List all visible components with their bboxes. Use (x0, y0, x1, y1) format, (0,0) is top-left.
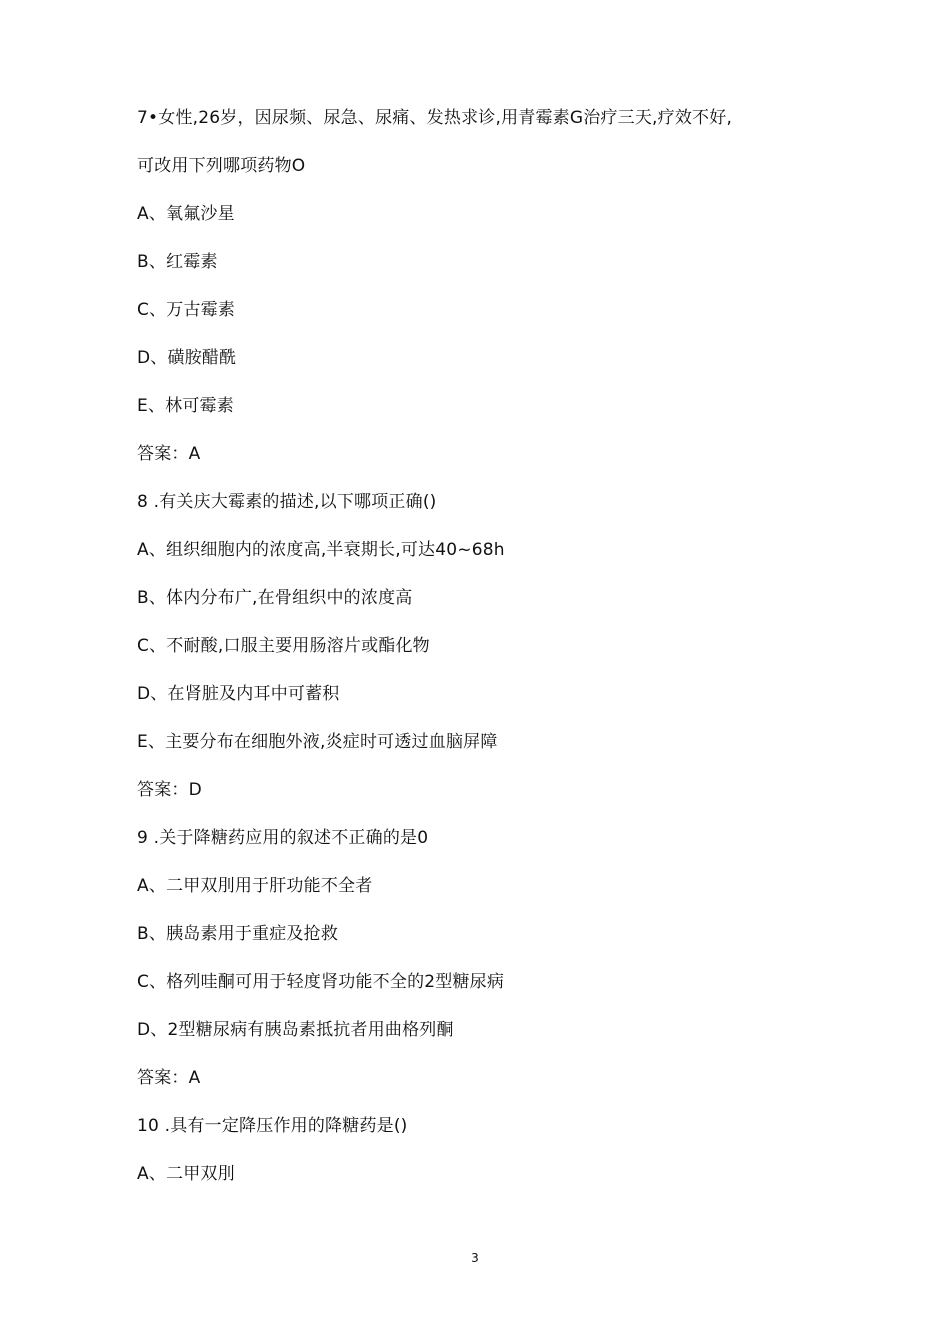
question-7-option-b: B、红霉素 (137, 252, 218, 272)
question-10-stem: 10 .具有一定降压作用的降糖药是() (137, 1116, 408, 1136)
question-7-option-c: C、万古霉素 (137, 300, 236, 320)
page-number: 3 (471, 1251, 479, 1265)
question-8-option-b: B、体内分布广,在骨组织中的浓度高 (137, 588, 413, 608)
question-10-option-a: A、二甲双刖 (137, 1164, 235, 1184)
question-8-stem: 8 .有关庆大霉素的描述,以下哪项正确() (137, 492, 437, 512)
question-9-option-b: B、胰岛素用于重症及抢救 (137, 924, 339, 944)
question-9-option-a: A、二甲双刖用于肝功能不全者 (137, 876, 373, 896)
question-7-stem-line-2: 可改用下列哪项药物O (137, 156, 306, 176)
question-7-stem-line-1: 7•女性,26岁，因尿频、尿急、尿痛、发热求诊,用青霉素G治疗三天,疗效不好, (137, 108, 733, 128)
question-8-answer: 答案：D (137, 780, 202, 800)
question-8-option-a: A、组织细胞内的浓度高,半衰期长,可达40~68h (137, 540, 505, 560)
question-9-option-c: C、格列哇酮可用于轻度肾功能不全的2型糖尿病 (137, 972, 505, 992)
question-8-option-e: E、主要分布在细胞外液,炎症时可透过血脑屏障 (137, 732, 498, 752)
question-7-answer: 答案：A (137, 444, 201, 464)
question-7-option-e: E、林可霉素 (137, 396, 234, 416)
question-9-answer: 答案：A (137, 1068, 201, 1088)
question-7-option-a: A、氧氟沙星 (137, 204, 235, 224)
question-8-option-d: D、在肾脏及内耳中可蓄积 (137, 684, 340, 704)
question-7-option-d: D、磺胺醋酰 (137, 348, 237, 368)
question-9-stem: 9 .关于降糖药应用的叙述不正确的是0 (137, 828, 429, 848)
question-9-option-d: D、2型糖尿病有胰岛素抵抗者用曲格列酮 (137, 1020, 454, 1040)
question-8-option-c: C、不耐酸,口服主要用肠溶片或酯化物 (137, 636, 430, 656)
